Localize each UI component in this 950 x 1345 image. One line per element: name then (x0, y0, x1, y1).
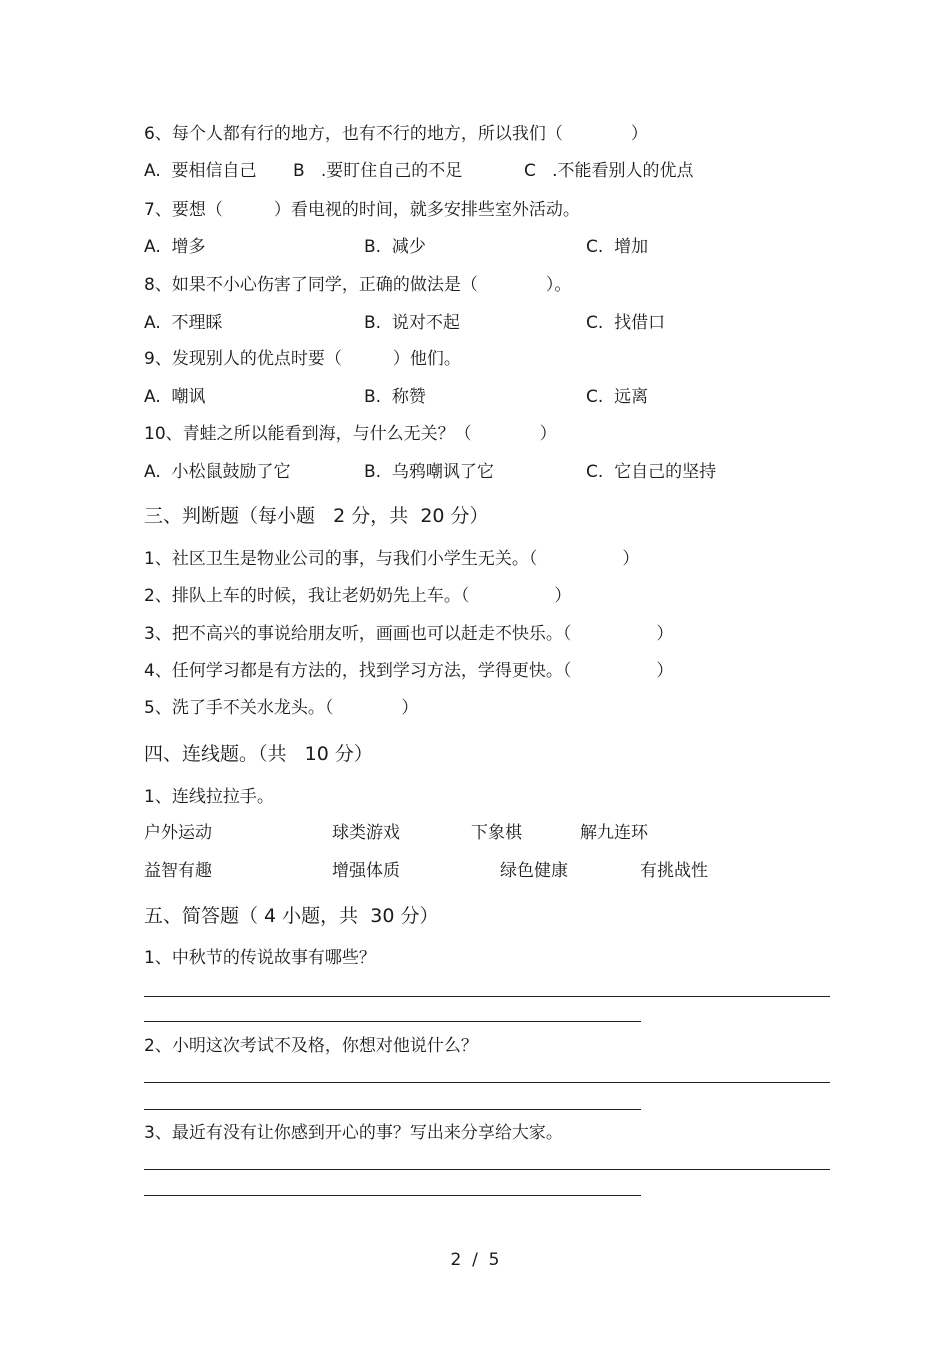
section-5-title: 五、简答题（ 4 小题，共 30 分） (144, 905, 439, 927)
question-7-option-c: C. 增加 (586, 237, 649, 257)
question-8-option-b: B. 说对不起 (364, 313, 460, 333)
question-10-stem: 10、青蛙之所以能看到海，与什么无关？（ ） (144, 424, 557, 444)
matching-term-bottom: 有挑战性 (640, 861, 708, 881)
page-number: 2 / 5 (450, 1250, 500, 1270)
question-6-option-c: C .不能看别人的优点 (524, 161, 694, 181)
answer-line[interactable] (144, 1021, 641, 1022)
question-9-option-c: C. 远离 (586, 387, 649, 407)
question-7-stem: 7、要想（ ）看电视的时间，就多安排些室外活动。 (144, 200, 580, 220)
question-7-option-a: A. 增多 (144, 237, 206, 257)
question-10-option-b: B. 乌鸦嘲讽了它 (364, 462, 494, 482)
question-9-option-a: A. 嘲讽 (144, 387, 206, 407)
question-6-option-a: A. 要相信自己 (144, 161, 257, 181)
judgment-item: 5、洗了手不关水龙头。（ ） (144, 698, 419, 718)
judgment-item: 4、任何学习都是有方法的，找到学习方法，学得更快。（ ） (144, 661, 674, 681)
judgment-item: 2、排队上车的时候，我让老奶奶先上车。（ ） (144, 586, 572, 606)
question-8-option-a: A. 不理睬 (144, 313, 223, 333)
section-3-title: 三、判断题（每小题 2 分，共 20 分） (144, 505, 489, 527)
question-10-option-a: A. 小松鼠鼓励了它 (144, 462, 291, 482)
question-6-stem: 6、每个人都有行的地方，也有不行的地方，所以我们（ ） (144, 124, 648, 144)
judgment-item: 1、社区卫生是物业公司的事，与我们小学生无关。（ ） (144, 549, 640, 569)
judgment-item: 3、把不高兴的事说给朋友听，画画也可以赶走不快乐。（ ） (144, 624, 674, 644)
matching-term-top: 户外运动 (144, 823, 212, 843)
matching-term-bottom: 绿色健康 (500, 861, 568, 881)
matching-term-bottom: 增强体质 (332, 861, 400, 881)
question-8-stem: 8、如果不小心伤害了同学，正确的做法是（ ）。 (144, 275, 572, 295)
question-7-option-b: B. 减少 (364, 237, 426, 257)
question-9-option-b: B. 称赞 (364, 387, 426, 407)
question-9-stem: 9、发现别人的优点时要（ ）他们。 (144, 349, 461, 369)
question-8-option-c: C. 找借口 (586, 313, 666, 333)
matching-question: 1、连线拉拉手。 (144, 787, 274, 807)
matching-term-bottom: 益智有趣 (144, 861, 212, 881)
short-answer-question-3: 3、最近有没有让你感到开心的事？写出来分享给大家。 (144, 1123, 563, 1143)
short-answer-question-1: 1、中秋节的传说故事有哪些？ (144, 948, 376, 968)
matching-term-top: 下象棋 (471, 823, 522, 843)
answer-line[interactable] (144, 1169, 830, 1170)
matching-term-top: 球类游戏 (332, 823, 400, 843)
section-4-title: 四、连线题。（共 10 分） (144, 743, 373, 765)
short-answer-question-2: 2、小明这次考试不及格，你想对他说什么？ (144, 1036, 478, 1056)
answer-line[interactable] (144, 1082, 830, 1083)
answer-line[interactable] (144, 1109, 641, 1110)
answer-line[interactable] (144, 996, 830, 997)
question-10-option-c: C. 它自己的坚持 (586, 462, 717, 482)
matching-term-top: 解九连环 (580, 823, 648, 843)
question-6-option-b: B .要盯住自己的不足 (293, 161, 463, 181)
answer-line[interactable] (144, 1195, 641, 1196)
